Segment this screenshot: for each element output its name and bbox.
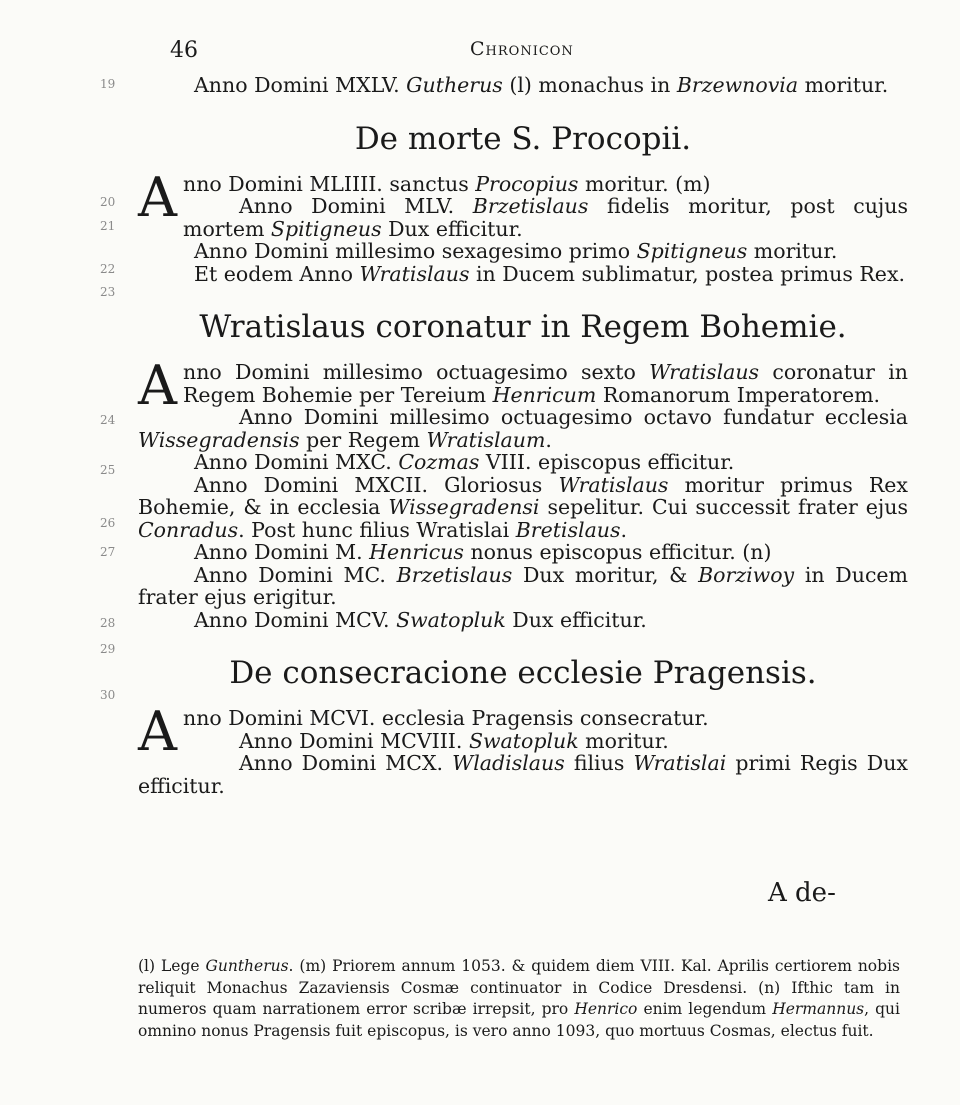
section-heading: De consecracione ecclesie Pragensis. <box>229 655 817 691</box>
margin-number: 20 <box>100 195 116 209</box>
entry-paragraph: Et eodem Anno Wratislaus in Ducem sublimatur, postea primus Rex. <box>194 261 906 286</box>
entry-paragraph: Anno Domini MLV. Brzetislaus fidelis moritur, post cujus mortem Spitigneus Dux efficitur. <box>183 194 908 241</box>
entry-paragraph: Anno Domini MXLV. Gutherus (l) monachus in Brzewnovia moritur. <box>194 73 889 97</box>
catchword: A de- <box>768 878 836 908</box>
entry-paragraph: Anno Domini millesimo octuagesimo octavo fundatur ecclesia Wissegradensis per Regem Wratislaum. <box>138 405 908 452</box>
drop-cap: A <box>138 354 177 417</box>
entry-paragraph: Anno Domini millesimo octuagesimo sexto Wratislaus coronatur in Regem Bohemie per Tereium Henricum Romanorum Imperatorem. <box>138 354 908 417</box>
running-title: Chronicon <box>470 38 574 60</box>
margin-number: 29 <box>100 642 116 656</box>
page-number: 46 <box>170 38 198 63</box>
margin-number: 23 <box>100 285 116 299</box>
footnote: (l) Lege Guntherus. (m) Priorem annum 1053. & quidem diem VIII. Kal. Aprilis certiorem nobis reliquit Monachus Zazaviensis Cosmæ continuator in Codice Dresdensi. (n) Ifthic tam in numeros quam narrationem error scribæ irrepsit, pro Henrico enim legendum Hermannus, qui omnino nonus Pragensis fuit episcopus, is vero anno 1093, quo mortuus Cosmas, electus fuit. <box>138 957 901 1040</box>
entry-paragraph: Anno Domini MCV. Swatopluk Dux efficitur. <box>194 607 647 632</box>
section-heading: Wratislaus coronatur in Regem Bohemie. <box>199 309 847 345</box>
entry-paragraph: Anno Domini MCVIII. Swatopluk moritur. <box>239 728 669 753</box>
margin-number: 19 <box>100 77 116 91</box>
entry-paragraph: Anno Domini millesimo sexagesimo primo Spitigneus moritur. <box>194 239 838 263</box>
entry-paragraph: Anno Domini MXCII. Gloriosus Wratislaus moritur primus Rex Bohemie, & in ecclesia Wissegradensi sepelitur. Cui successit frater ejus Conradus. Post hunc filius Wratislai Bretislaus. <box>138 472 908 542</box>
drop-cap: A <box>138 700 177 763</box>
margin-number: 21 <box>100 219 116 233</box>
section-heading: De morte S. Procopii. <box>354 120 692 157</box>
margin-number: 25 <box>100 463 116 477</box>
margin-number: 22 <box>100 262 116 276</box>
footnotes <box>138 956 900 1042</box>
drop-cap: A <box>138 165 177 229</box>
margin-number: 28 <box>100 616 116 630</box>
margin-number: 26 <box>100 516 116 530</box>
margin-number: 27 <box>100 545 116 559</box>
entry-paragraph: Anno Domini MCVI. ecclesia Pragensis consecratur. <box>138 700 709 763</box>
body-text <box>138 74 908 797</box>
margin-number: 30 <box>100 688 116 702</box>
margin-number: 24 <box>100 413 116 427</box>
entry-paragraph: Anno Domini MC. Brzetislaus Dux moritur, & Borziwoy in Ducem frater ejus erigitur. <box>138 562 908 609</box>
entry-paragraph: Anno Domini M. Henricus nonus episcopus efficitur. (n) <box>194 540 772 564</box>
entry-paragraph: Anno Domini MXC. Cozmas VIII. episcopus efficitur. <box>194 450 735 474</box>
entry-paragraph: Anno Domini MCX. Wladislaus filius Wratislai primi Regis Dux efficitur. <box>138 751 908 798</box>
entry-paragraph: Anno Domini MLIIII. sanctus Procopius moritur. (m) <box>138 165 711 229</box>
